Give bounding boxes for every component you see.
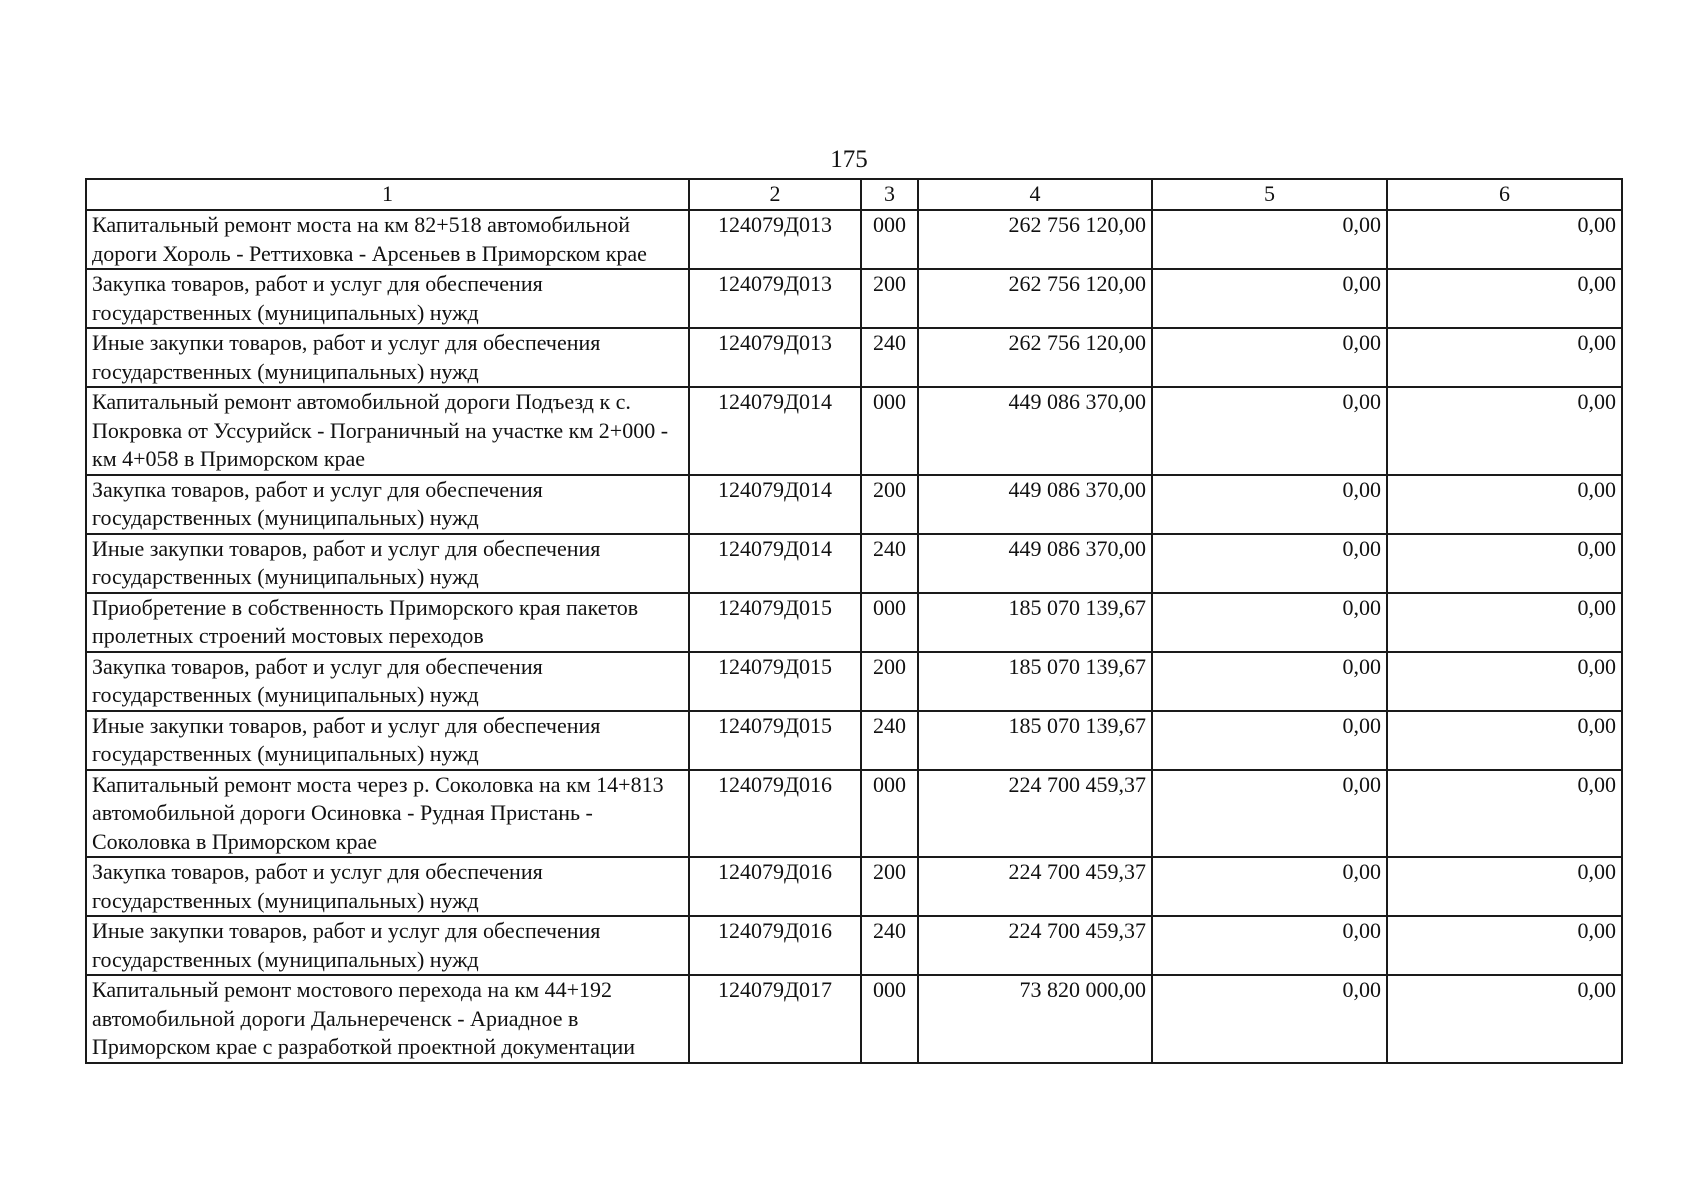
row-expense-type: 000: [861, 975, 918, 1063]
row-target-code: 124079Д015: [689, 652, 861, 711]
row-target-code: 124079Д016: [689, 916, 861, 975]
row-expense-type: 240: [861, 328, 918, 387]
row-name: Закупка товаров, работ и услуг для обеспечения государственных (муниципальных) нужд: [86, 269, 689, 328]
row-expense-type: 000: [861, 210, 918, 269]
row-amount-col4: 262 756 120,00: [918, 328, 1152, 387]
row-target-code: 124079Д014: [689, 387, 861, 475]
table-row: [86, 770, 1622, 858]
row-expense-type: 200: [861, 857, 918, 916]
row-target-code: 124079Д013: [689, 328, 861, 387]
row-amount-col6: 0,00: [1387, 210, 1622, 269]
row-amount-col5: 0,00: [1152, 328, 1387, 387]
row-amount-col4: 185 070 139,67: [918, 593, 1152, 652]
row-name: Иные закупки товаров, работ и услуг для обеспечения государственных (муниципальных) нужд: [86, 711, 689, 770]
row-expense-type: 240: [861, 534, 918, 593]
row-name: Капитальный ремонт моста через р. Соколовка на км 14+813 автомобильной дороги Осиновка - Рудная Пристань - Соколовка в Приморском крае: [86, 770, 689, 858]
row-amount-col5: 0,00: [1152, 269, 1387, 328]
row-target-code: 124079Д015: [689, 593, 861, 652]
row-amount-col6: 0,00: [1387, 328, 1622, 387]
row-amount-col4: 224 700 459,37: [918, 857, 1152, 916]
row-amount-col4: 185 070 139,67: [918, 711, 1152, 770]
row-amount-col4: 262 756 120,00: [918, 269, 1152, 328]
table-row: [86, 652, 1622, 711]
row-amount-col4: 449 086 370,00: [918, 475, 1152, 534]
row-amount-col5: 0,00: [1152, 593, 1387, 652]
page-number: 175: [830, 146, 868, 173]
table-row: [86, 916, 1622, 975]
row-amount-col5: 0,00: [1152, 770, 1387, 858]
row-amount-col6: 0,00: [1387, 652, 1622, 711]
table-row: [86, 328, 1622, 387]
row-expense-type: 200: [861, 269, 918, 328]
row-name: Закупка товаров, работ и услуг для обеспечения государственных (муниципальных) нужд: [86, 475, 689, 534]
header-col-2: 2: [689, 179, 861, 210]
table-row: [86, 210, 1622, 269]
row-amount-col4: 73 820 000,00: [918, 975, 1152, 1063]
header-col-5: 5: [1152, 179, 1387, 210]
row-amount-col4: 185 070 139,67: [918, 652, 1152, 711]
row-name: Капитальный ремонт автомобильной дороги Подъезд к с. Покровка от Уссурийск - Пограничный на участке км 2+000 - км 4+058 в Приморском крае: [86, 387, 689, 475]
row-amount-col4: 262 756 120,00: [918, 210, 1152, 269]
table-row: [86, 534, 1622, 593]
row-amount-col4: 449 086 370,00: [918, 387, 1152, 475]
row-amount-col6: 0,00: [1387, 534, 1622, 593]
row-target-code: 124079Д015: [689, 711, 861, 770]
row-target-code: 124079Д013: [689, 210, 861, 269]
row-amount-col5: 0,00: [1152, 711, 1387, 770]
table-row: [86, 387, 1622, 475]
row-amount-col5: 0,00: [1152, 857, 1387, 916]
row-name: Капитальный ремонт мостового перехода на км 44+192 автомобильной дороги Дальнереченск - Ариадное в Приморском крае с разработкой проектной документации: [86, 975, 689, 1063]
row-expense-type: 240: [861, 711, 918, 770]
row-expense-type: 200: [861, 475, 918, 534]
column-number-row: [86, 179, 1622, 210]
row-amount-col5: 0,00: [1152, 975, 1387, 1063]
row-amount-col6: 0,00: [1387, 269, 1622, 328]
row-expense-type: 200: [861, 652, 918, 711]
row-amount-col6: 0,00: [1387, 916, 1622, 975]
row-name: Закупка товаров, работ и услуг для обеспечения государственных (муниципальных) нужд: [86, 857, 689, 916]
row-amount-col5: 0,00: [1152, 652, 1387, 711]
row-amount-col6: 0,00: [1387, 593, 1622, 652]
row-amount-col5: 0,00: [1152, 475, 1387, 534]
row-name: Капитальный ремонт моста на км 82+518 автомобильной дороги Хороль - Реттиховка - Арсеньев в Приморском крае: [86, 210, 689, 269]
row-target-code: 124079Д016: [689, 770, 861, 858]
row-amount-col4: 224 700 459,37: [918, 770, 1152, 858]
header-col-3: 3: [861, 179, 918, 210]
table-row: [86, 269, 1622, 328]
row-target-code: 124079Д013: [689, 269, 861, 328]
table-row: [86, 593, 1622, 652]
row-amount-col5: 0,00: [1152, 534, 1387, 593]
budget-table: [85, 178, 1623, 1064]
row-name: Закупка товаров, работ и услуг для обеспечения государственных (муниципальных) нужд: [86, 652, 689, 711]
row-name: Иные закупки товаров, работ и услуг для обеспечения государственных (муниципальных) нужд: [86, 916, 689, 975]
row-amount-col6: 0,00: [1387, 975, 1622, 1063]
row-amount-col6: 0,00: [1387, 711, 1622, 770]
table-row: [86, 857, 1622, 916]
row-amount-col6: 0,00: [1387, 475, 1622, 534]
header-col-4: 4: [918, 179, 1152, 210]
row-amount-col5: 0,00: [1152, 916, 1387, 975]
row-target-code: 124079Д014: [689, 534, 861, 593]
row-target-code: 124079Д014: [689, 475, 861, 534]
row-amount-col6: 0,00: [1387, 857, 1622, 916]
row-amount-col4: 449 086 370,00: [918, 534, 1152, 593]
row-expense-type: 000: [861, 387, 918, 475]
row-amount-col4: 224 700 459,37: [918, 916, 1152, 975]
row-expense-type: 240: [861, 916, 918, 975]
table-row: [86, 475, 1622, 534]
row-name: Иные закупки товаров, работ и услуг для обеспечения государственных (муниципальных) нужд: [86, 534, 689, 593]
row-amount-col5: 0,00: [1152, 210, 1387, 269]
row-amount-col6: 0,00: [1387, 387, 1622, 475]
row-target-code: 124079Д017: [689, 975, 861, 1063]
table-row: [86, 975, 1622, 1063]
row-target-code: 124079Д016: [689, 857, 861, 916]
header-col-1: 1: [86, 179, 689, 210]
header-col-6: 6: [1387, 179, 1622, 210]
row-expense-type: 000: [861, 770, 918, 858]
row-name: Иные закупки товаров, работ и услуг для обеспечения государственных (муниципальных) нужд: [86, 328, 689, 387]
row-amount-col6: 0,00: [1387, 770, 1622, 858]
table-row: [86, 711, 1622, 770]
row-expense-type: 000: [861, 593, 918, 652]
row-amount-col5: 0,00: [1152, 387, 1387, 475]
row-name: Приобретение в собственность Приморского края пакетов пролетных строений мостовых переходов: [86, 593, 689, 652]
